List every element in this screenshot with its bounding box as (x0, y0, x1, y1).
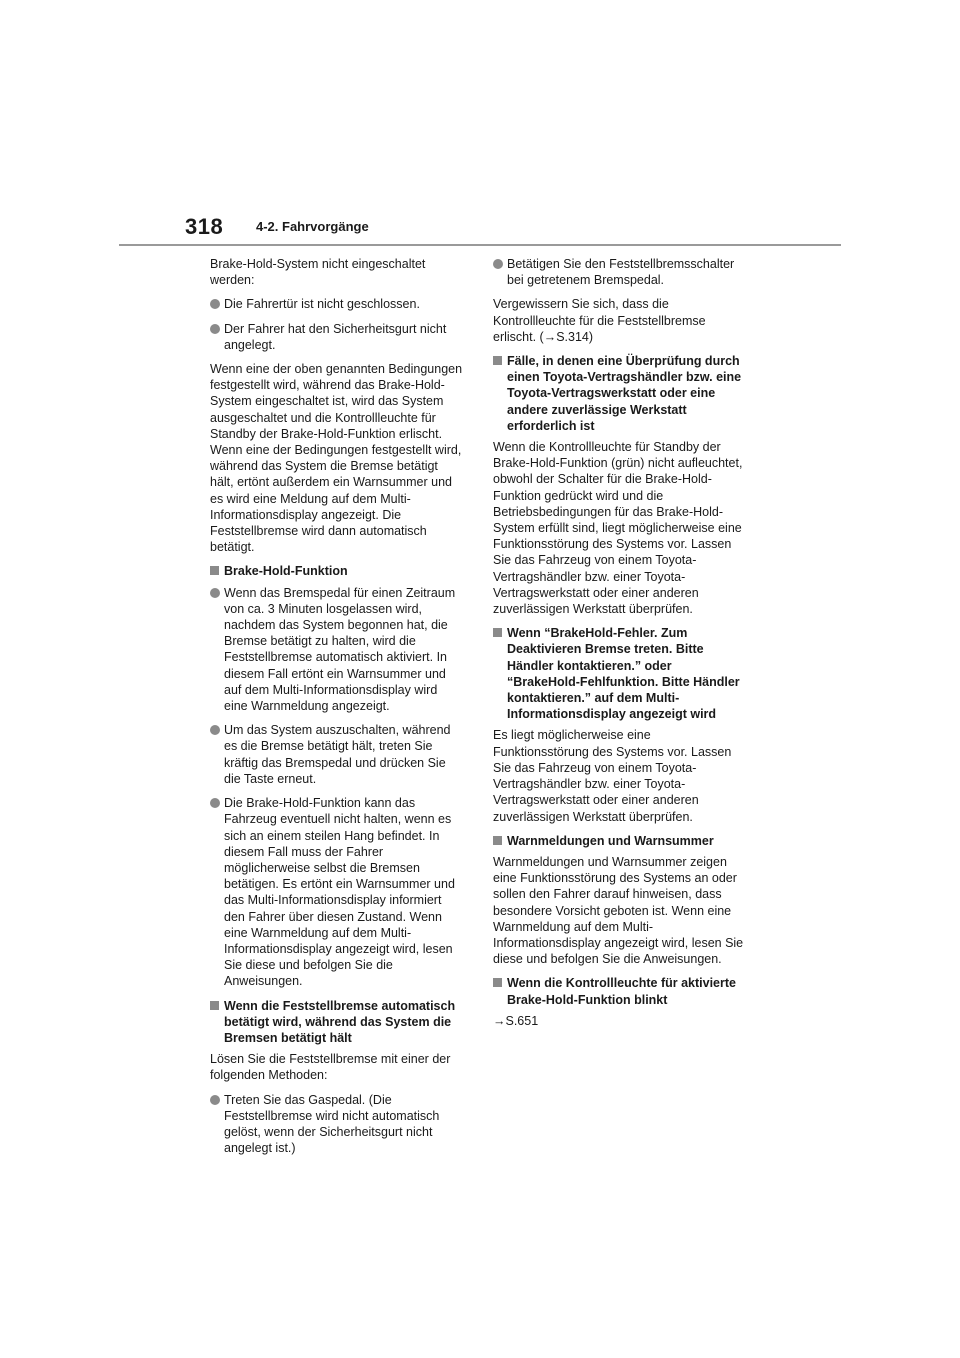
bullet-dot-icon (493, 259, 503, 269)
heading-text: Wenn die Feststellbremse automatisch betätigt wird, während das System die Bremsen betätigt hält (224, 998, 456, 1045)
intro-paragraph: Brake-Hold-System nicht eingeschaltet werden: (210, 257, 426, 288)
page-number: 318 (185, 214, 224, 239)
bullet-dot-icon (210, 725, 220, 735)
list-item (210, 585, 464, 715)
square-marker-icon (493, 978, 502, 987)
bullet-text: Wenn das Bremspedal für einen Zeitraum von ca. 3 Minuten losgelassen wird, nachdem das System begonnen hat, die Bremse betätigt zu halten, wird die Feststellbremse automatisch aktiviert. In diesem Fall ertönt ein Warnsummer und auf dem Multi-Informationsdisplay wird eine Warnmeldung angezeigt. (224, 585, 456, 714)
subsection-heading (493, 353, 747, 434)
subsection-heading (210, 998, 464, 1047)
body-paragraph: Es liegt möglicherweise eine Funktionsstörung des Systems vor. Lassen Sie das Fahrzeug von einem Toyota-Vertragshändler bzw. einer Toyota-Vertragswerkstatt oder einer anderen zuverlässigen Werkstatt überprüfen. (493, 728, 732, 824)
square-marker-icon (210, 1001, 219, 1010)
section-title: 4-2. Fahrvorgänge (256, 219, 369, 234)
bullet-text: Die Fahrertür ist nicht geschlossen. (224, 297, 420, 312)
heading-text: Wenn die Kontrollleuchte für aktivierte Brake-Hold-Funktion blinkt (507, 976, 736, 1007)
list-item (210, 795, 464, 989)
bullet-dot-icon (210, 588, 220, 598)
list-item (210, 1092, 464, 1157)
list-item (210, 296, 464, 312)
header-divider (119, 244, 841, 246)
bullet-text: Die Brake-Hold-Funktion kann das Fahrzeug eventuell nicht halten, wenn es sich an einem steilen Hang befindet. In diesem Fall muss der Fahrer möglicherweise selbst die Bremsen betätigen. Es ertönt ein Warnsummer und das Multi-Informationsdisplay informiert den Fahrer über diesen Zustand. Wenn eine Warnmeldung auf dem Multi-Informationsdisplay angezeigt wird, lesen Sie diese und befolgen Sie die Anweisungen. (224, 796, 455, 989)
bullet-dot-icon (210, 1095, 220, 1105)
subsection-heading (493, 833, 747, 849)
page-reference-link[interactable]: →S.651 (493, 1013, 539, 1028)
subsection-heading (493, 625, 747, 722)
heading-text: Brake-Hold-Funktion (224, 564, 348, 579)
square-marker-icon (210, 566, 219, 575)
bullet-text: Betätigen Sie den Feststellbremsschalter bei getretenem Bremspedal. (507, 257, 735, 288)
subsection-heading (210, 563, 464, 579)
heading-text: Fälle, in denen eine Überprüfung durch einen Toyota-Vertragshändler bzw. eine Toyota-Vertragswerkstatt oder eine andere zuverlässige Werkstatt erforderlich ist (507, 354, 742, 433)
bullet-text: Der Fahrer hat den Sicherheitsgurt nicht angelegt. (224, 321, 447, 352)
left-column (210, 256, 464, 1164)
heading-text: Warnmeldungen und Warnsummer (507, 833, 714, 848)
square-marker-icon (493, 628, 502, 637)
right-column (493, 256, 747, 1037)
body-paragraph: Wenn die Kontrollleuchte für Standby der Brake-Hold-Funktion (grün) nicht aufleuchtet, obwohl der Schalter für die Brake-Hold-Funktion gedrückt wird und die Betriebsbedingungen für das Brake-Hold-System erfüllt sind, liegt möglicherweise eine Funktionsstörung des Systems vor. Lassen Sie das Fahrzeug von einem Toyota-Vertragshändler bzw. einer Toyota-Vertragswerkstatt oder einer anderen zuverlässigen Werkstatt überprüfen. (493, 440, 743, 617)
bullet-dot-icon (210, 798, 220, 808)
list-item (493, 256, 747, 288)
subsection-heading (493, 975, 747, 1007)
page-header (0, 0, 960, 250)
body-paragraph: Warnmeldungen und Warnsummer zeigen eine Funktionsstörung des Systems an oder sollen den Fahrer darauf hinweisen, dass besondere Vorsicht geboten ist. Wenn eine Warnmeldung auf dem Multi-Informationsdisplay angezeigt wird, lesen Sie diese und befolgen Sie die Anweisungen. (493, 854, 744, 967)
body-paragraph: Lösen Sie die Feststellbremse mit einer der folgenden Methoden: (210, 1052, 451, 1083)
heading-text: Wenn “BrakeHold-Fehler. Zum Deaktivieren Bremse treten. Bitte Händler kontaktieren.” oder “BrakeHold-Fehlfunktion. Bitte Händler kontaktieren.” auf dem Multi-Informationsdisplay angezeigt wird (507, 626, 740, 722)
bullet-dot-icon (210, 324, 220, 334)
square-marker-icon (493, 836, 502, 845)
body-paragraph: Vergewissern Sie sich, dass die Kontrollleuchte für die Feststellbremse erlischt. (→S.314) (493, 297, 706, 344)
list-item (210, 722, 464, 787)
bullet-text: Um das System auszuschalten, während es die Bremse betätigt hält, treten Sie kräftig das Bremspedal und drücken Sie die Taste erneut. (224, 723, 451, 786)
bullet-dot-icon (210, 299, 220, 309)
bullet-text: Treten Sie das Gaspedal. (Die Feststellbremse wird nicht automatisch gelöst, wenn der Sicherheitsgurt nicht angelegt ist.) (224, 1092, 440, 1156)
square-marker-icon (493, 356, 502, 365)
body-paragraph: Wenn eine der oben genannten Bedingungen festgestellt wird, während das Brake-Hold-System eingeschaltet ist, wird das System ausgeschaltet und die Kontrollleuchte für Standby der Brake-Hold-Funktion erlischt. Wenn eine der Bedingungen festgestellt wird, während das System die Bremse betätigt hält, ertönt außerdem ein Warnsummer und es wird eine Meldung auf dem Multi-Informationsdisplay angezeigt. Die Feststellbremse wird dann automatisch betätigt. (210, 362, 463, 555)
list-item (210, 321, 464, 353)
